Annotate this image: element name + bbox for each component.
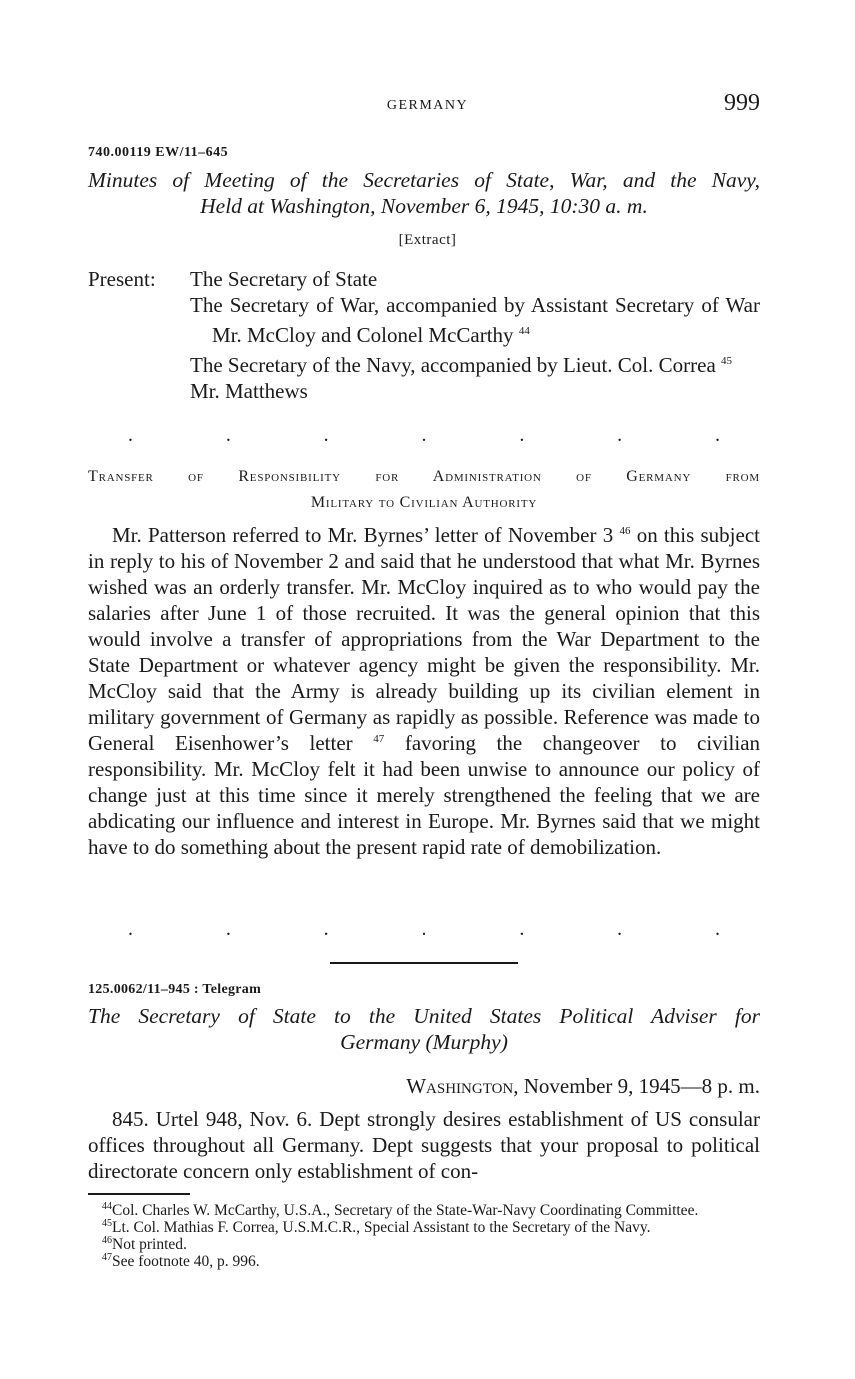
- dateline: [406, 1074, 760, 1099]
- footnote-mark: 44: [102, 1200, 112, 1212]
- running-head: GERMANY: [386, 98, 469, 113]
- footnote: [88, 1236, 760, 1253]
- footnote-mark: 45: [102, 1217, 112, 1229]
- dateline-date: November 9, 1945—8 p. m.: [518, 1074, 760, 1098]
- ellipsis-dot: .: [128, 918, 133, 940]
- present-entry: [190, 348, 760, 378]
- ellipsis-dot: .: [519, 424, 525, 446]
- footnote-ref: 45: [721, 355, 733, 367]
- ellipsis-dot: .: [617, 918, 623, 940]
- footnote-rule: [88, 1193, 190, 1195]
- footnote-mark: 46: [102, 1234, 112, 1246]
- paragraph-text: on this subject in reply to his of November 2 and said that he understood that what Mr. Byrnes wished was an orderly transfer. Mr. McCloy inquired as to who would pay the salaries after June 1 of those recruited. It was the general opinion that this would involve a transfer of appropriations from the War Department to the State Department or whatever agency might be given the responsibility. Mr. McCloy said that the Army is already building up its civilian element in military government of Germany as rapidly as possible. Reference was made to General Eisenhower’s letter: [88, 523, 760, 755]
- ellipsis-break: [88, 424, 760, 447]
- present-entry: [190, 292, 760, 348]
- ellipsis-dot: .: [714, 424, 720, 446]
- ellipsis-dot: .: [421, 424, 427, 446]
- footnote-text: Col. Charles W. McCarthy, U.S.A., Secretary of the State-War-Navy Coordinating Committee.: [112, 1202, 699, 1219]
- present-entry-text: Mr. Matthews: [190, 379, 308, 403]
- document-title-line2: Germany (Murphy): [340, 1030, 508, 1054]
- section-divider: [330, 962, 518, 964]
- document-title-line1: Minutes of Meeting of the Secretaries of State, War, and the Navy,: [88, 168, 760, 192]
- present-entry: [190, 266, 760, 292]
- footnote: [88, 1253, 760, 1270]
- footnote-mark: 47: [102, 1251, 112, 1263]
- footnote-ref: 46: [619, 525, 631, 537]
- footnote: [88, 1219, 760, 1236]
- file-number: 740.00119 EW/11–645: [88, 145, 229, 160]
- section-heading: [88, 464, 760, 516]
- ellipsis-dot: .: [323, 918, 329, 940]
- document-title: [88, 1003, 760, 1055]
- present-entry-text: The Secretary of War, accompanied by Assistant Secretary of War Mr. McCloy and Colonel McCarthy: [190, 293, 760, 347]
- ellipsis-dot: .: [714, 918, 720, 940]
- document-title-line2: Held at Washington, November 6, 1945, 10:30 a. m.: [200, 194, 648, 218]
- paragraph-text: favoring the changeover to civilian responsibility. Mr. McCloy felt it had been unwise to announce our policy of change just at this time since it merely strengthened the feeling that we are abdicating our influence and interest in Europe. Mr. Byrnes said that we might have to do something about the present rapid rate of demobilization.: [88, 731, 761, 859]
- body-paragraph: [88, 522, 760, 860]
- extract-label: [Extract]: [398, 232, 457, 248]
- ellipsis-dot: .: [225, 424, 231, 446]
- footnote-ref: 44: [518, 325, 530, 337]
- present-label: Present:: [88, 267, 156, 291]
- document-title: [88, 167, 760, 219]
- ellipsis-dot: .: [225, 918, 231, 940]
- present-entry-text: The Secretary of State: [190, 267, 378, 291]
- footnote-text: Not printed.: [112, 1236, 187, 1253]
- paragraph-text: Mr. Patterson referred to Mr. Byrnes’ letter of November 3: [112, 523, 614, 547]
- present-entry-text: The Secretary of the Navy, accompanied by Lieut. Col. Correa: [190, 353, 716, 377]
- footnote-text: Lt. Col. Mathias F. Correa, U.S.M.C.R., Special Assistant to the Secretary of the Navy.: [112, 1219, 651, 1236]
- dateline-place: Washington,: [406, 1074, 519, 1098]
- ellipsis-dot: .: [323, 424, 329, 446]
- section-heading-line1: Transfer of Responsibility for Administration of Germany from: [88, 468, 760, 485]
- section-heading-line2: Military to Civilian Authority: [310, 494, 538, 511]
- ellipsis-dot: .: [128, 424, 133, 446]
- page-number: 999: [724, 90, 760, 116]
- present-list: [190, 266, 760, 404]
- footnote-text: See footnote 40, p. 996.: [112, 1253, 260, 1270]
- footnote: [88, 1202, 760, 1219]
- file-number: 125.0062/11–945 : Telegram: [88, 982, 262, 997]
- ellipsis-dot: .: [421, 918, 427, 940]
- telegram-paragraph: 845. Urtel 948, Nov. 6. Dept strongly desires establishment of US consular offices throughout all Germany. Dept suggests that your proposal to political directorate concern only establishment of con-: [88, 1107, 760, 1183]
- present-entry: [190, 378, 760, 404]
- ellipsis-dot: .: [617, 424, 623, 446]
- ellipsis-dot: .: [519, 918, 525, 940]
- footnotes: [88, 1202, 760, 1270]
- footnote-ref: 47: [373, 733, 385, 745]
- document-title-line1: The Secretary of State to the United States Political Adviser for: [88, 1004, 760, 1028]
- ellipsis-break: [88, 918, 760, 941]
